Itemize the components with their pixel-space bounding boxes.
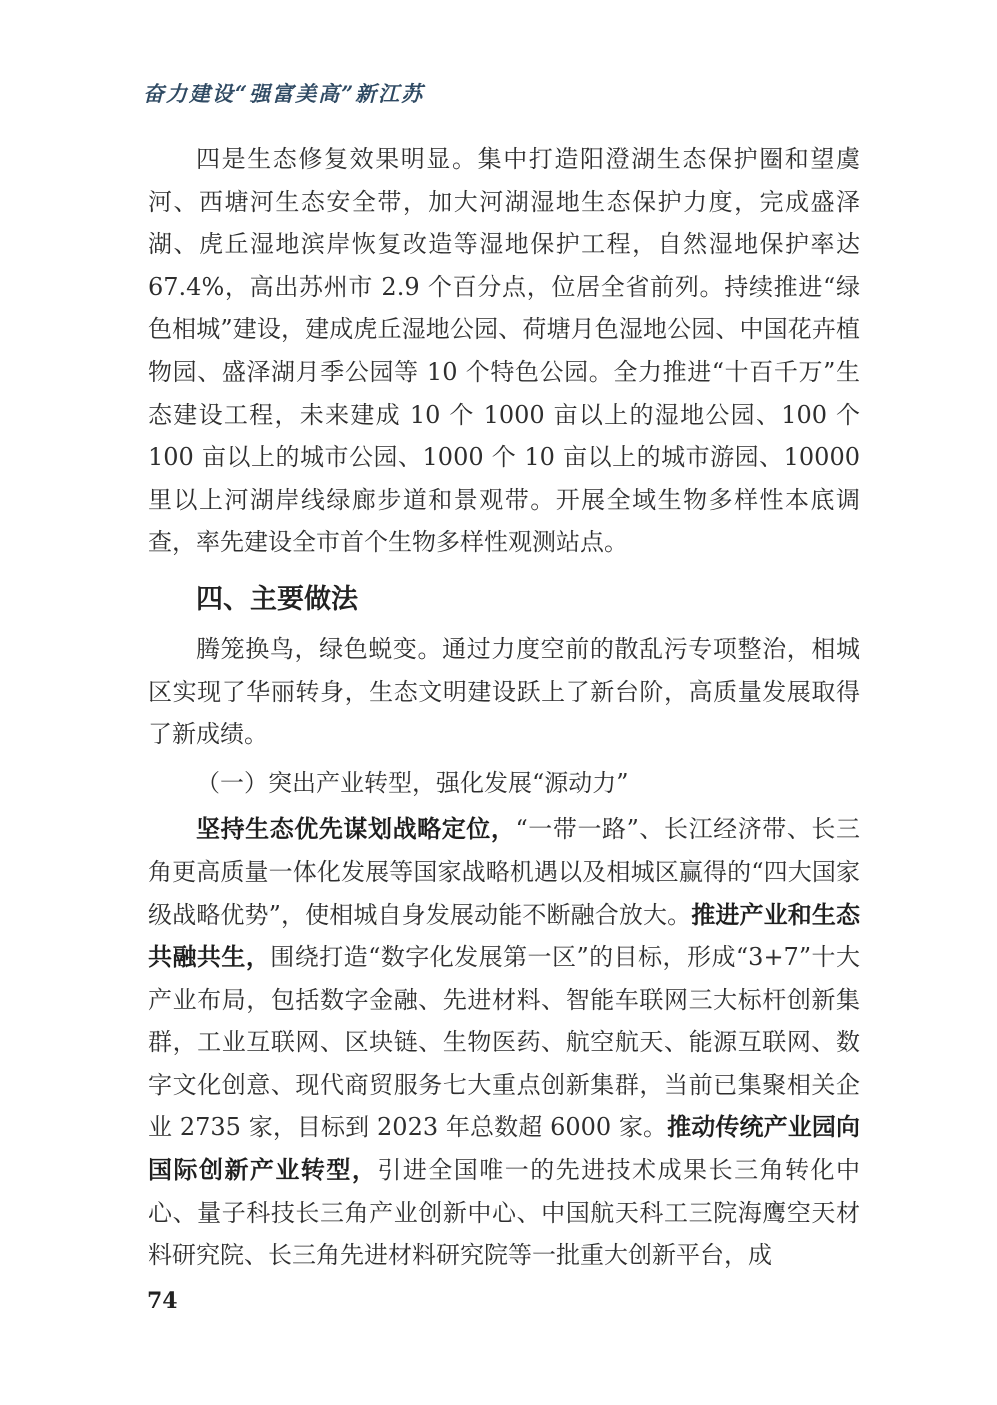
section-heading: 四、主要做法: [196, 583, 358, 615]
bold-phrase: 推动传统产业园向国际创新产业转型，: [148, 1112, 860, 1185]
paragraph-ecology: [148, 138, 860, 564]
paragraph-text: 围绕打造“数字化发展第一区”的目标，形成“3+7”十大产业布局，包括数字金融、先进材料、智能车联网三大标杆创新集群，工业互联网、区块链、生物医药、航空航天、能源互联网、数字文化创意、现代商贸服务七大重点创新集群，当前已集聚相关企业 2735 家，目标到 2023 年总数超 6000 家。: [148, 943, 861, 1142]
paragraph-intro: 腾笼换鸟，绿色蜕变。通过力度空前的散乱污专项整治，相城区实现了华丽转身，生态文明建设跃上了新台阶，高质量发展取得了新成绩。: [148, 634, 860, 749]
page-number: 74: [147, 1288, 178, 1314]
paragraph-lead: 四是生态修复效果明显。: [196, 145, 478, 173]
bold-phrase: 坚持生态优先谋划战略定位，: [196, 814, 516, 844]
paragraph-text: 集中打造阳澄湖生态保护圈和望虞河、西塘河生态安全带，加大河湖湿地生态保护力度，完成盛泽湖、虎丘湿地滨岸恢复改造等湿地保护工程，自然湿地保护率达67.4%，高出苏州市 2.9 个百分点，位居全省前列。持续推进“绿色相城”建设，建成虎丘湿地公园、荷塘月色湿地公园、中国花卉植物园、盛泽湖月季公园等 10 个特色公园。全力推进“十百千万”生态建设工程，未来建成 10 个 1000 亩以上的湿地公园、100 个 100 亩以上的城市公园、1000 个 10 亩以上的城市游园、10000 里以上河湖岸线绿廊步道和景观带。开展全域生物多样性本底调查，率先建设全市首个生物多样性观测站点。: [148, 145, 861, 557]
bold-phrase: 推进产业和生态共融共生，: [148, 899, 860, 972]
subheading: （一）突出产业转型，强化发展“源动力”: [196, 768, 629, 797]
main-text: [148, 138, 860, 1277]
paragraph-industry: [148, 808, 860, 1277]
paragraph-text: 引进全国唯一的先进技术成果长三角转化中心、量子科技长三角产业创新中心、中国航天科工三院海鹰空天材料研究院、长三角先进材料研究院等一批重大创新平台，成: [148, 1156, 861, 1270]
running-title: 奋力建设“强富美高”新江苏: [143, 81, 425, 106]
paragraph-text: “一带一路”、长江经济带、长三角更高质量一体化发展等国家战略机遇以及相城区赢得的“四大国家级战略优势”，使相城自身发展动能不断融合放大。: [148, 815, 861, 929]
